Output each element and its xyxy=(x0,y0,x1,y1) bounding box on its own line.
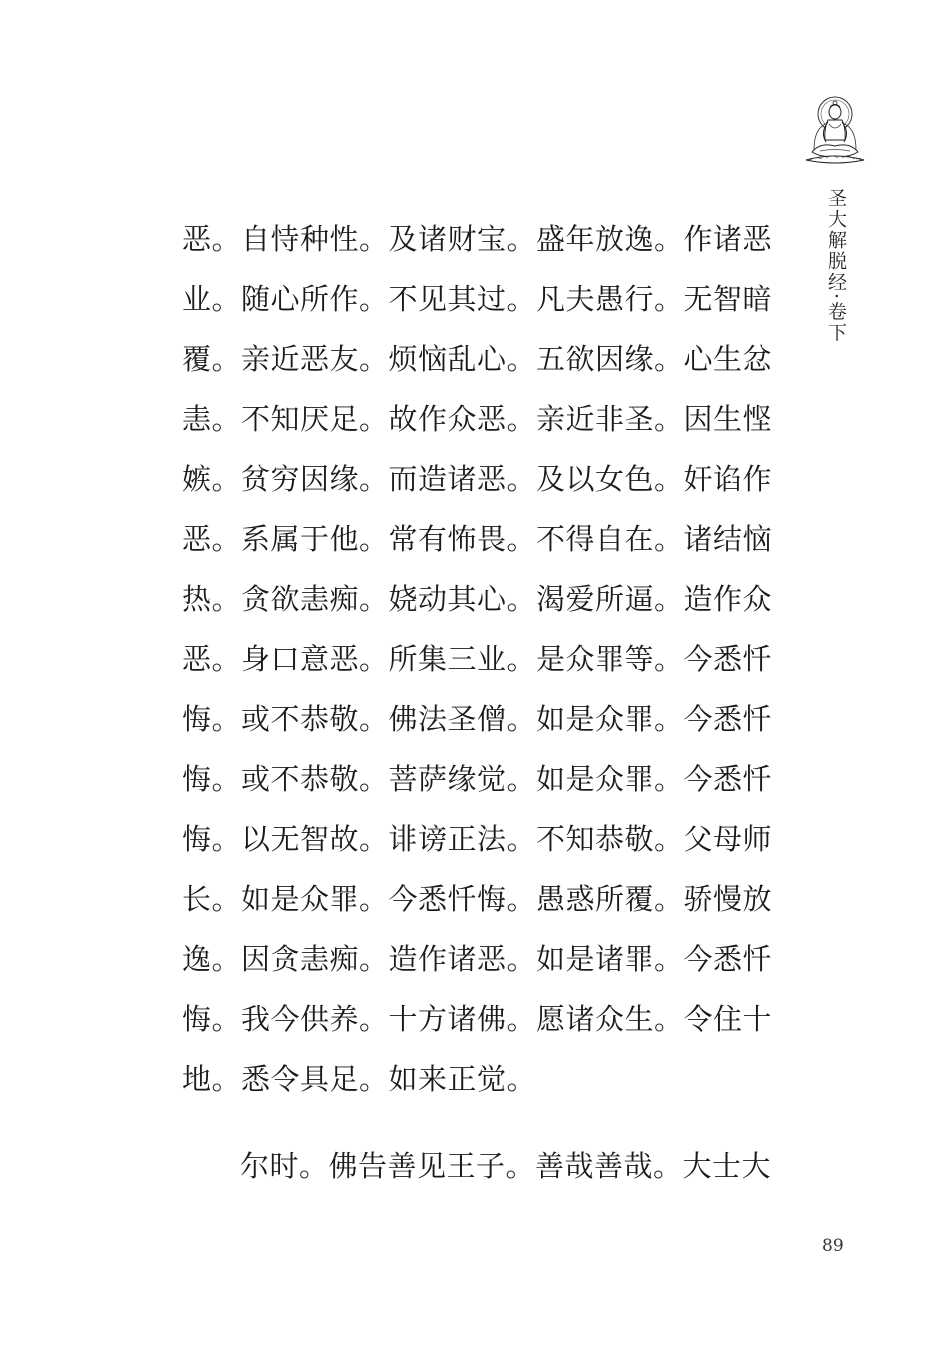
scripture-text xyxy=(182,209,782,1196)
text-line: 嫉。贫穷因缘。而造诸恶。及以女色。奸谄作 xyxy=(182,462,773,496)
text-line: 覆。亲近恶友。烦恼乱心。五欲因缘。心生忿 xyxy=(182,342,773,376)
text-line: 恶。自恃种性。及诸财宝。盛年放逸。作诸恶 xyxy=(182,222,773,256)
text-line: 悔。以无智故。诽谤正法。不知恭敬。父母师 xyxy=(182,822,773,856)
running-title: 圣大解脱经·卷下 xyxy=(825,188,847,344)
paragraph-start: 尔时。佛告善见王子。善哉善哉。大士大 xyxy=(240,1149,772,1183)
text-line: 恚。不知厌足。故作众恶。亲近非圣。因生悭 xyxy=(182,402,773,436)
text-line: 地。悉令具足。如来正觉。 xyxy=(182,1062,537,1096)
text-line: 悔。或不恭敬。佛法圣僧。如是众罪。今悉忏 xyxy=(182,702,773,736)
text-line: 业。随心所作。不见其过。凡夫愚行。无智暗 xyxy=(182,282,773,316)
text-line: 恶。身口意恶。所集三业。是众罪等。今悉忏 xyxy=(182,642,773,676)
text-line: 恶。系属于他。常有怖畏。不得自在。诸结恼 xyxy=(182,522,773,556)
text-line: 悔。或不恭敬。菩萨缘觉。如是众罪。今悉忏 xyxy=(182,762,773,796)
text-line: 逸。因贪恚痴。造作诸恶。如是诸罪。今悉忏 xyxy=(182,942,773,976)
text-line: 长。如是众罪。今悉忏悔。愚惑所覆。骄慢放 xyxy=(182,882,773,916)
text-line: 悔。我今供养。十方诸佛。愿诸众生。令住十 xyxy=(182,1002,773,1036)
page-number: 89 xyxy=(822,1236,844,1256)
text-line: 热。贪欲恚痴。娆动其心。渴爱所逼。造作众 xyxy=(182,582,773,616)
seated-buddha-icon xyxy=(800,88,870,168)
